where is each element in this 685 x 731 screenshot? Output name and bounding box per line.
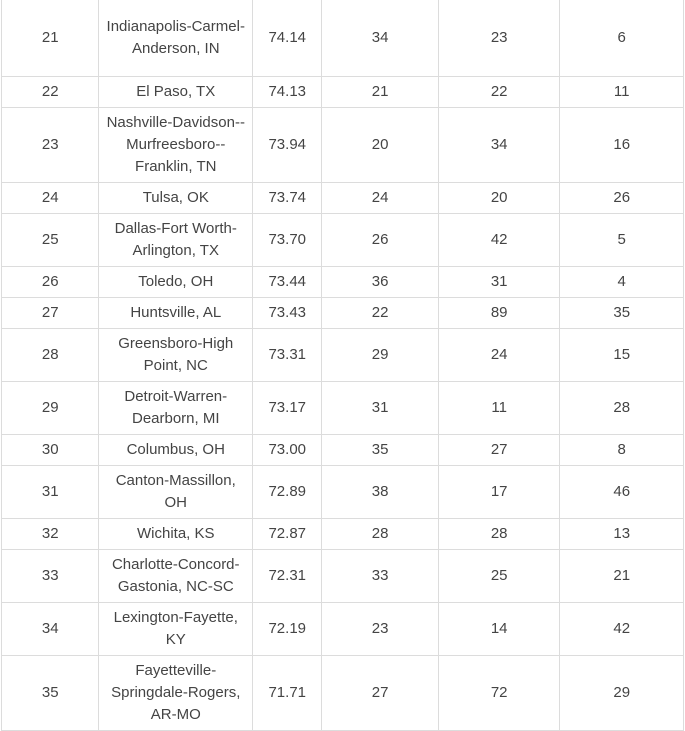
rank-col6-cell: 26 (560, 182, 684, 213)
rank-col6-cell: 11 (560, 76, 684, 107)
rank-col6-cell: 35 (560, 297, 684, 328)
rank-col5-cell: 25 (438, 549, 560, 602)
rank-cell: 28 (2, 328, 99, 381)
metro-area-cell: Lexington-Fayette, KY (99, 602, 253, 655)
total-score-cell: 73.70 (253, 213, 322, 266)
rank-col4-cell: 35 (322, 434, 439, 465)
rank-cell: 29 (2, 381, 99, 434)
total-score-cell: 73.17 (253, 381, 322, 434)
total-score-cell: 72.87 (253, 518, 322, 549)
metro-area-cell: Greensboro-High Point, NC (99, 328, 253, 381)
rank-col4-cell: 26 (322, 213, 439, 266)
ranking-table (1, 0, 684, 731)
rank-col4-cell: 23 (322, 602, 439, 655)
rank-cell: 22 (2, 76, 99, 107)
rank-col4-cell: 22 (322, 297, 439, 328)
rank-cell: 26 (2, 266, 99, 297)
table-row (2, 328, 684, 381)
rank-col6-cell: 13 (560, 518, 684, 549)
metro-area-cell: Fayetteville-Springdale-Rogers, AR-MO (99, 655, 253, 730)
total-score-cell: 74.14 (253, 0, 322, 76)
metro-area-cell: Tulsa, OK (99, 182, 253, 213)
table-row (2, 107, 684, 182)
rank-col5-cell: 89 (438, 297, 560, 328)
metro-area-cell: Wichita, KS (99, 518, 253, 549)
rank-col4-cell: 24 (322, 182, 439, 213)
rank-col5-cell: 23 (438, 0, 560, 76)
table-row (2, 0, 684, 76)
table-row (2, 297, 684, 328)
rank-cell: 27 (2, 297, 99, 328)
rank-cell: 34 (2, 602, 99, 655)
rank-col6-cell: 8 (560, 434, 684, 465)
table-row (2, 549, 684, 602)
rank-col6-cell: 4 (560, 266, 684, 297)
table-row (2, 655, 684, 730)
metro-area-cell: Nashville-Davidson--Murfreesboro--Franklin, TN (99, 107, 253, 182)
table-row (2, 518, 684, 549)
rank-cell: 21 (2, 0, 99, 76)
table-row (2, 266, 684, 297)
rank-col5-cell: 31 (438, 266, 560, 297)
table-row (2, 602, 684, 655)
rank-cell: 24 (2, 182, 99, 213)
rank-col5-cell: 28 (438, 518, 560, 549)
rank-cell: 33 (2, 549, 99, 602)
metro-area-cell: Canton-Massillon, OH (99, 465, 253, 518)
rank-col4-cell: 20 (322, 107, 439, 182)
rank-col6-cell: 6 (560, 0, 684, 76)
rank-col5-cell: 42 (438, 213, 560, 266)
total-score-cell: 72.31 (253, 549, 322, 602)
rank-col6-cell: 5 (560, 213, 684, 266)
total-score-cell: 73.43 (253, 297, 322, 328)
rank-cell: 31 (2, 465, 99, 518)
table-row (2, 182, 684, 213)
total-score-cell: 74.13 (253, 76, 322, 107)
table-row (2, 213, 684, 266)
total-score-cell: 72.89 (253, 465, 322, 518)
rank-col6-cell: 21 (560, 549, 684, 602)
table-row (2, 76, 684, 107)
rank-col4-cell: 34 (322, 0, 439, 76)
rank-col5-cell: 20 (438, 182, 560, 213)
rank-cell: 25 (2, 213, 99, 266)
total-score-cell: 73.31 (253, 328, 322, 381)
total-score-cell: 73.94 (253, 107, 322, 182)
rank-col6-cell: 16 (560, 107, 684, 182)
rank-cell: 30 (2, 434, 99, 465)
total-score-cell: 73.00 (253, 434, 322, 465)
metro-area-cell: Huntsville, AL (99, 297, 253, 328)
ranking-table-body (2, 0, 684, 730)
table-row (2, 381, 684, 434)
metro-area-cell: Toledo, OH (99, 266, 253, 297)
rank-col4-cell: 33 (322, 549, 439, 602)
rank-col4-cell: 27 (322, 655, 439, 730)
total-score-cell: 73.74 (253, 182, 322, 213)
rank-col6-cell: 15 (560, 328, 684, 381)
table-row (2, 434, 684, 465)
rank-cell: 35 (2, 655, 99, 730)
rank-col4-cell: 21 (322, 76, 439, 107)
rank-cell: 23 (2, 107, 99, 182)
rank-col5-cell: 72 (438, 655, 560, 730)
rank-col5-cell: 22 (438, 76, 560, 107)
rank-col5-cell: 14 (438, 602, 560, 655)
total-score-cell: 73.44 (253, 266, 322, 297)
rank-col4-cell: 36 (322, 266, 439, 297)
rank-col4-cell: 31 (322, 381, 439, 434)
rank-col5-cell: 24 (438, 328, 560, 381)
rank-col4-cell: 28 (322, 518, 439, 549)
rank-col6-cell: 29 (560, 655, 684, 730)
table-row (2, 465, 684, 518)
rank-col5-cell: 27 (438, 434, 560, 465)
metro-area-cell: Columbus, OH (99, 434, 253, 465)
rank-col6-cell: 46 (560, 465, 684, 518)
rank-col5-cell: 11 (438, 381, 560, 434)
rank-col4-cell: 29 (322, 328, 439, 381)
metro-area-cell: Dallas-Fort Worth-Arlington, TX (99, 213, 253, 266)
metro-area-cell: El Paso, TX (99, 76, 253, 107)
rank-cell: 32 (2, 518, 99, 549)
metro-area-cell: Charlotte-Concord-Gastonia, NC-SC (99, 549, 253, 602)
rank-col6-cell: 28 (560, 381, 684, 434)
rank-col4-cell: 38 (322, 465, 439, 518)
rank-col6-cell: 42 (560, 602, 684, 655)
metro-area-cell: Indianapolis-Carmel-Anderson, IN (99, 0, 253, 76)
rank-col5-cell: 34 (438, 107, 560, 182)
total-score-cell: 72.19 (253, 602, 322, 655)
rank-col5-cell: 17 (438, 465, 560, 518)
metro-area-cell: Detroit-Warren-Dearborn, MI (99, 381, 253, 434)
total-score-cell: 71.71 (253, 655, 322, 730)
